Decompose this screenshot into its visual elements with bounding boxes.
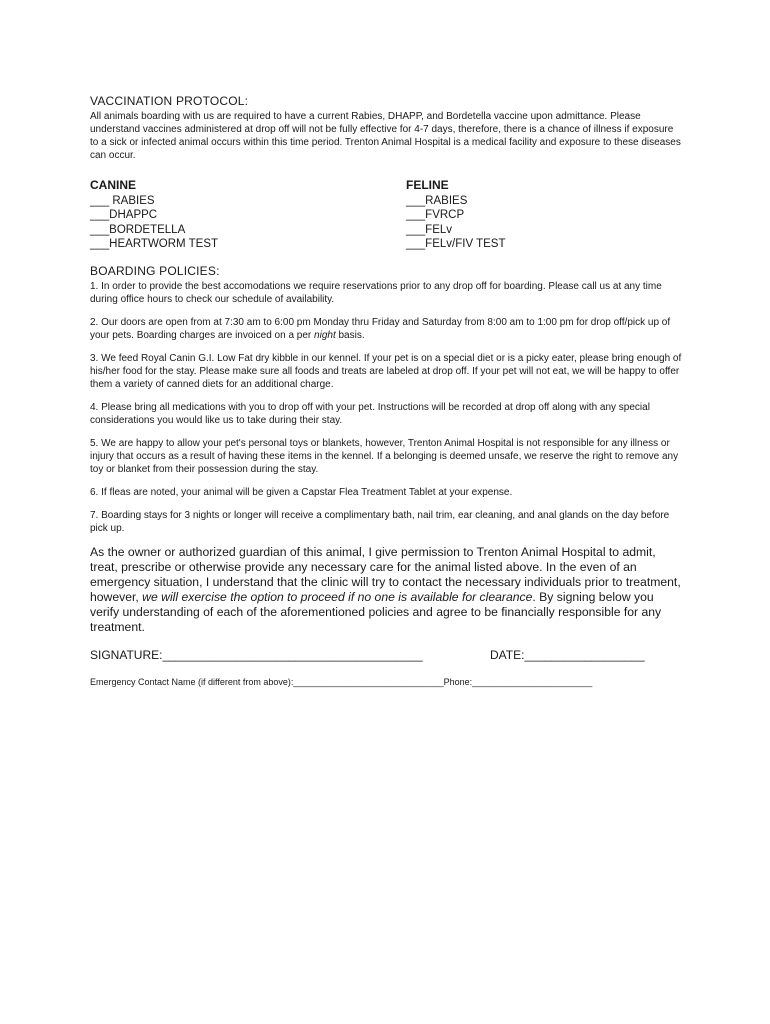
policy-item <box>90 316 682 342</box>
feline-item: ___FELv <box>406 223 453 236</box>
vaccine-checklist <box>90 178 682 252</box>
canine-item: ___HEARTWORM TEST <box>90 238 219 250</box>
consent-emphasis: we will exercise the option to proceed if no one is available for clearance <box>142 589 533 604</box>
policy-item: 7. Boarding stays for 3 nights or longer will receive a complimentary bath, nail trim, ear cleaning, and anal glands on the day before pick up. <box>90 509 670 534</box>
signature-field[interactable]: SIGNATURE:_______________________________________ <box>90 647 423 662</box>
canine-title: CANINE <box>90 178 137 192</box>
feline-title: FELINE <box>406 178 449 192</box>
boarding-heading: BOARDING POLICIES: <box>90 263 220 278</box>
canine-column <box>90 178 406 252</box>
feline-column <box>406 178 506 252</box>
vaccination-heading: VACCINATION PROTOCOL: <box>90 94 249 108</box>
canine-item: ___DHAPPC <box>90 209 158 221</box>
policy-text: 2. Our doors are open from at 7:30 am to 6:00 pm Monday thru Friday and Saturday from 8:00 am to 1:00 pm for drop off/pick up of your pets. Boarding charges are invoiced on a per <box>90 316 671 341</box>
policy-item: 4. Please bring all medications with you to drop off with your pet. Instructions will be recorded at drop off along with any special considerations you would like us to take during their stay. <box>90 401 650 426</box>
feline-item: ___FVRCP <box>406 209 465 221</box>
date-field[interactable]: DATE:__________________ <box>490 647 645 662</box>
feline-item: ___RABIES <box>406 194 468 207</box>
consent-text: As the owner or authorized guardian of this animal, I give permission to Trenton Animal Hospital to admit, treat, prescribe or otherwise provide any necessary care for the animal listed above. In the even of an emergency situation, I understand that the clinic will try to contact the necessary individuals prior to treatment, however, <box>90 544 681 604</box>
vaccination-text: All animals boarding with us are required to have a current Rabies, DHAPP, and Bordetella vaccine upon admittance. Please understand vaccines administered at drop off will not be fully effective for 4-7 days, therefore, there is a chance of illness if exposure to a sick or infected animal occurs within this time period. Trenton Animal Hospital is a medical facility and exposure to these diseases can occur. <box>90 111 681 161</box>
consent-statement <box>90 545 682 635</box>
policy-emphasis: night <box>314 329 336 341</box>
feline-item: ___FELv/FIV TEST <box>406 238 506 250</box>
policy-text: basis. <box>335 329 365 341</box>
canine-item: ___BORDETELLA <box>90 223 186 236</box>
emergency-contact-field[interactable]: Emergency Contact Name (if different from above):______________________________Phone:________________________ <box>90 676 593 687</box>
canine-item: ___ RABIES <box>90 194 155 207</box>
consent-text: . By signing below you verify understanding of each of the aforementioned policies and agree to be financially responsible for any treatment. <box>90 589 662 634</box>
signature-row <box>90 648 682 662</box>
boarding-policies <box>90 264 682 535</box>
policy-item: 5. We are happy to allow your pet's personal toys or blankets, however, Trenton Animal Hospital is not responsible for any illness or injury that occurs as a result of having these items in the kennel. If a belonging is deemed unsafe, we reserve the right to remove any toy or blanket from their possession during the stay. <box>90 437 679 475</box>
policy-item: 3. We feed Royal Canin G.I. Low Fat dry kibble in our kennel. If your pet is on a special diet or is a picky eater, please bring enough of his/her food for the stay. Please make sure all foods and treats are labeled at drop off. If your pet will not eat, we will be happy to offer them a variety of canned diets for an additional charge. <box>90 352 682 390</box>
policy-item: 1. In order to provide the best accomodations we require reservations prior to any drop off for boarding. Please call us at any time during office hours to check our schedule of availability. <box>90 280 662 305</box>
boarding-form <box>90 94 682 687</box>
policy-item: 6. If fleas are noted, your animal will be given a Capstar Flea Treatment Tablet at your expense. <box>90 486 513 498</box>
